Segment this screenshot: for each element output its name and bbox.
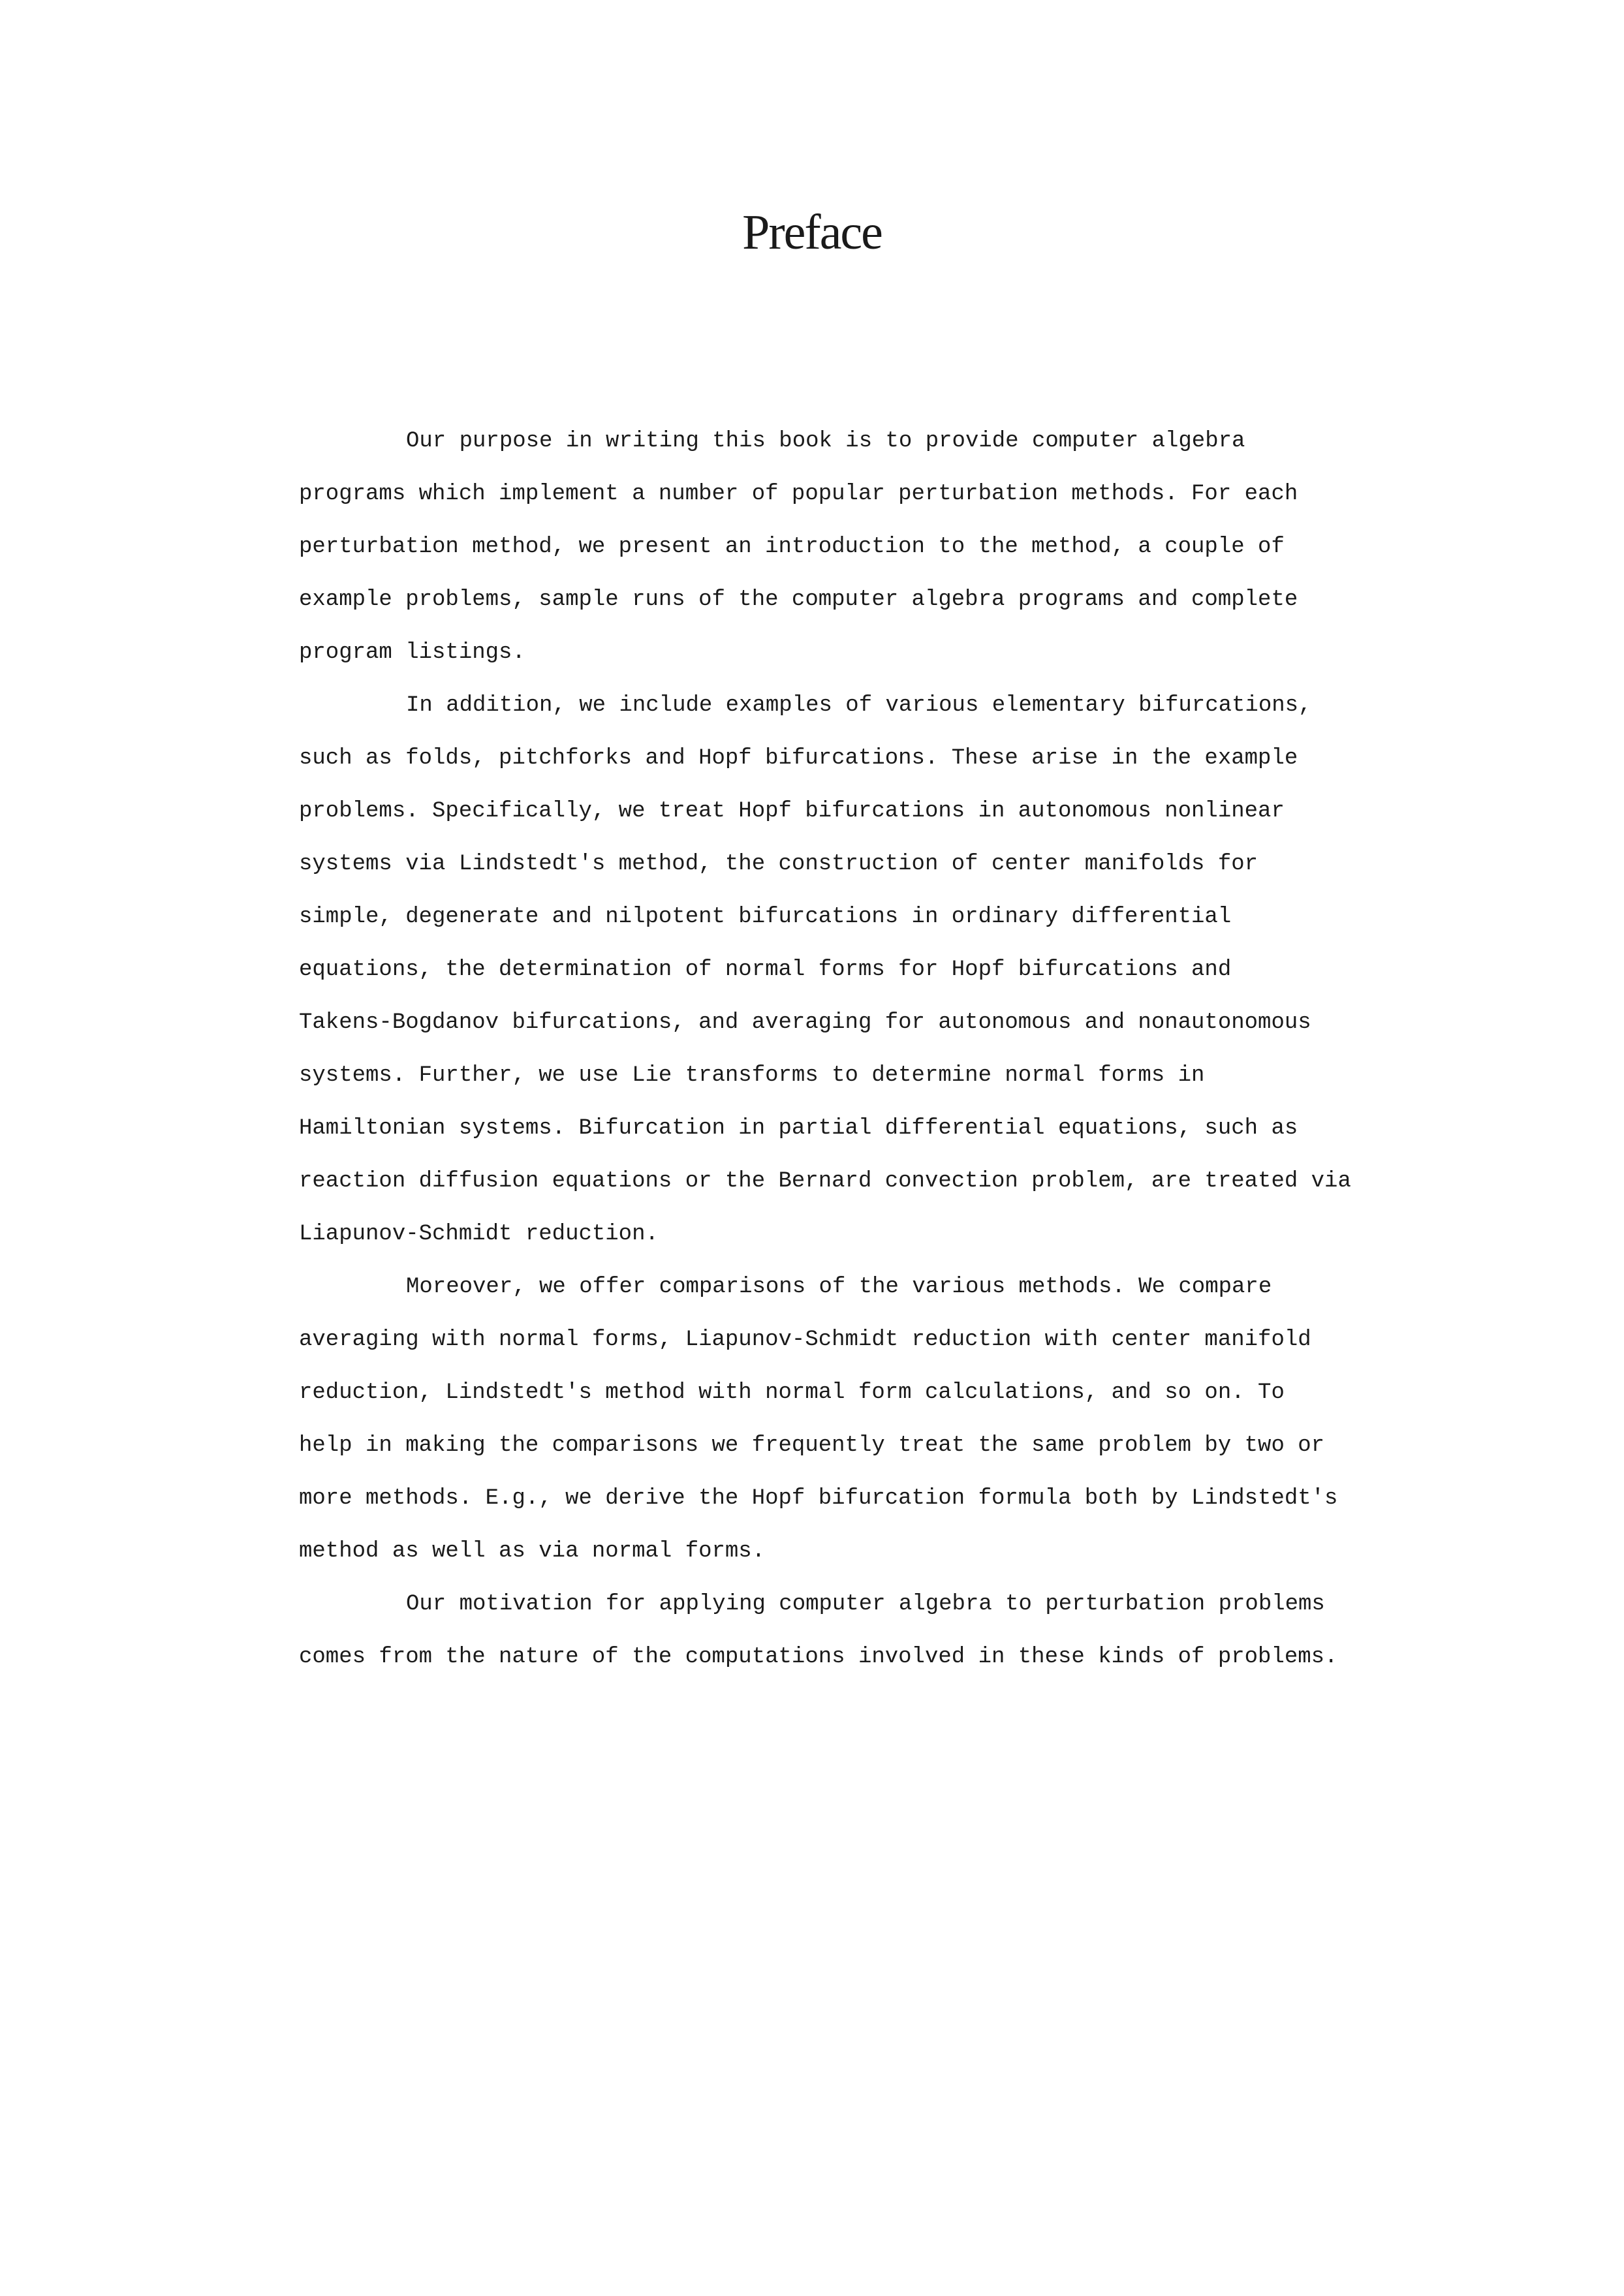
text-line: In addition, we include examples of various elementary bifurcations,: [406, 693, 1312, 718]
text-line: averaging with normal forms, Liapunov-Schmidt reduction with center manifold: [299, 1327, 1311, 1352]
text-line: problems. Specifically, we treat Hopf bifurcations in autonomous nonlinear: [299, 799, 1285, 824]
text-line: Takens-Bogdanov bifurcations, and averaging for autonomous and nonautonomous: [299, 1010, 1311, 1035]
text-line: method as well as via normal forms.: [299, 1539, 766, 1564]
text-line: equations, the determination of normal forms for Hopf bifurcations and: [299, 957, 1232, 982]
text-line: systems. Further, we use Lie transforms to determine normal forms in: [299, 1063, 1205, 1088]
text-line: reaction diffusion equations or the Bernard convection problem, are treated via: [299, 1169, 1351, 1194]
text-line: simple, degenerate and nilpotent bifurcations in ordinary differential: [299, 905, 1232, 929]
text-line: Moreover, we offer comparisons of the various methods. We compare: [406, 1275, 1272, 1299]
text-line: such as folds, pitchforks and Hopf bifurcations. These arise in the example: [299, 746, 1298, 771]
text-line: comes from the nature of the computations involved in these kinds of problems.: [299, 1645, 1338, 1669]
text-line: example problems, sample runs of the computer algebra programs and complete: [299, 587, 1298, 612]
text-line: help in making the comparisons we frequently treat the same problem by two or: [299, 1433, 1325, 1458]
text-line: programs which implement a number of popular perturbation methods. For each: [299, 482, 1298, 506]
text-line: Hamiltonian systems. Bifurcation in partial differential equations, such as: [299, 1116, 1298, 1141]
text-line: perturbation method, we present an introduction to the method, a couple of: [299, 535, 1285, 559]
text-line: program listings.: [299, 640, 525, 665]
text-line: more methods. E.g., we derive the Hopf bifurcation formula both by Lindstedt's: [299, 1486, 1338, 1511]
text-line: systems via Lindstedt's method, the construction of center manifolds for: [299, 852, 1258, 877]
text-line: reduction, Lindstedt's method with normal form calculations, and so on. To: [299, 1380, 1285, 1405]
text-line: Liapunov-Schmidt reduction.: [299, 1222, 659, 1247]
text-line: Our motivation for applying computer algebra to perturbation problems: [406, 1592, 1325, 1617]
page-title: Preface: [742, 205, 882, 260]
text-line: Our purpose in writing this book is to provide computer algebra: [406, 429, 1245, 454]
